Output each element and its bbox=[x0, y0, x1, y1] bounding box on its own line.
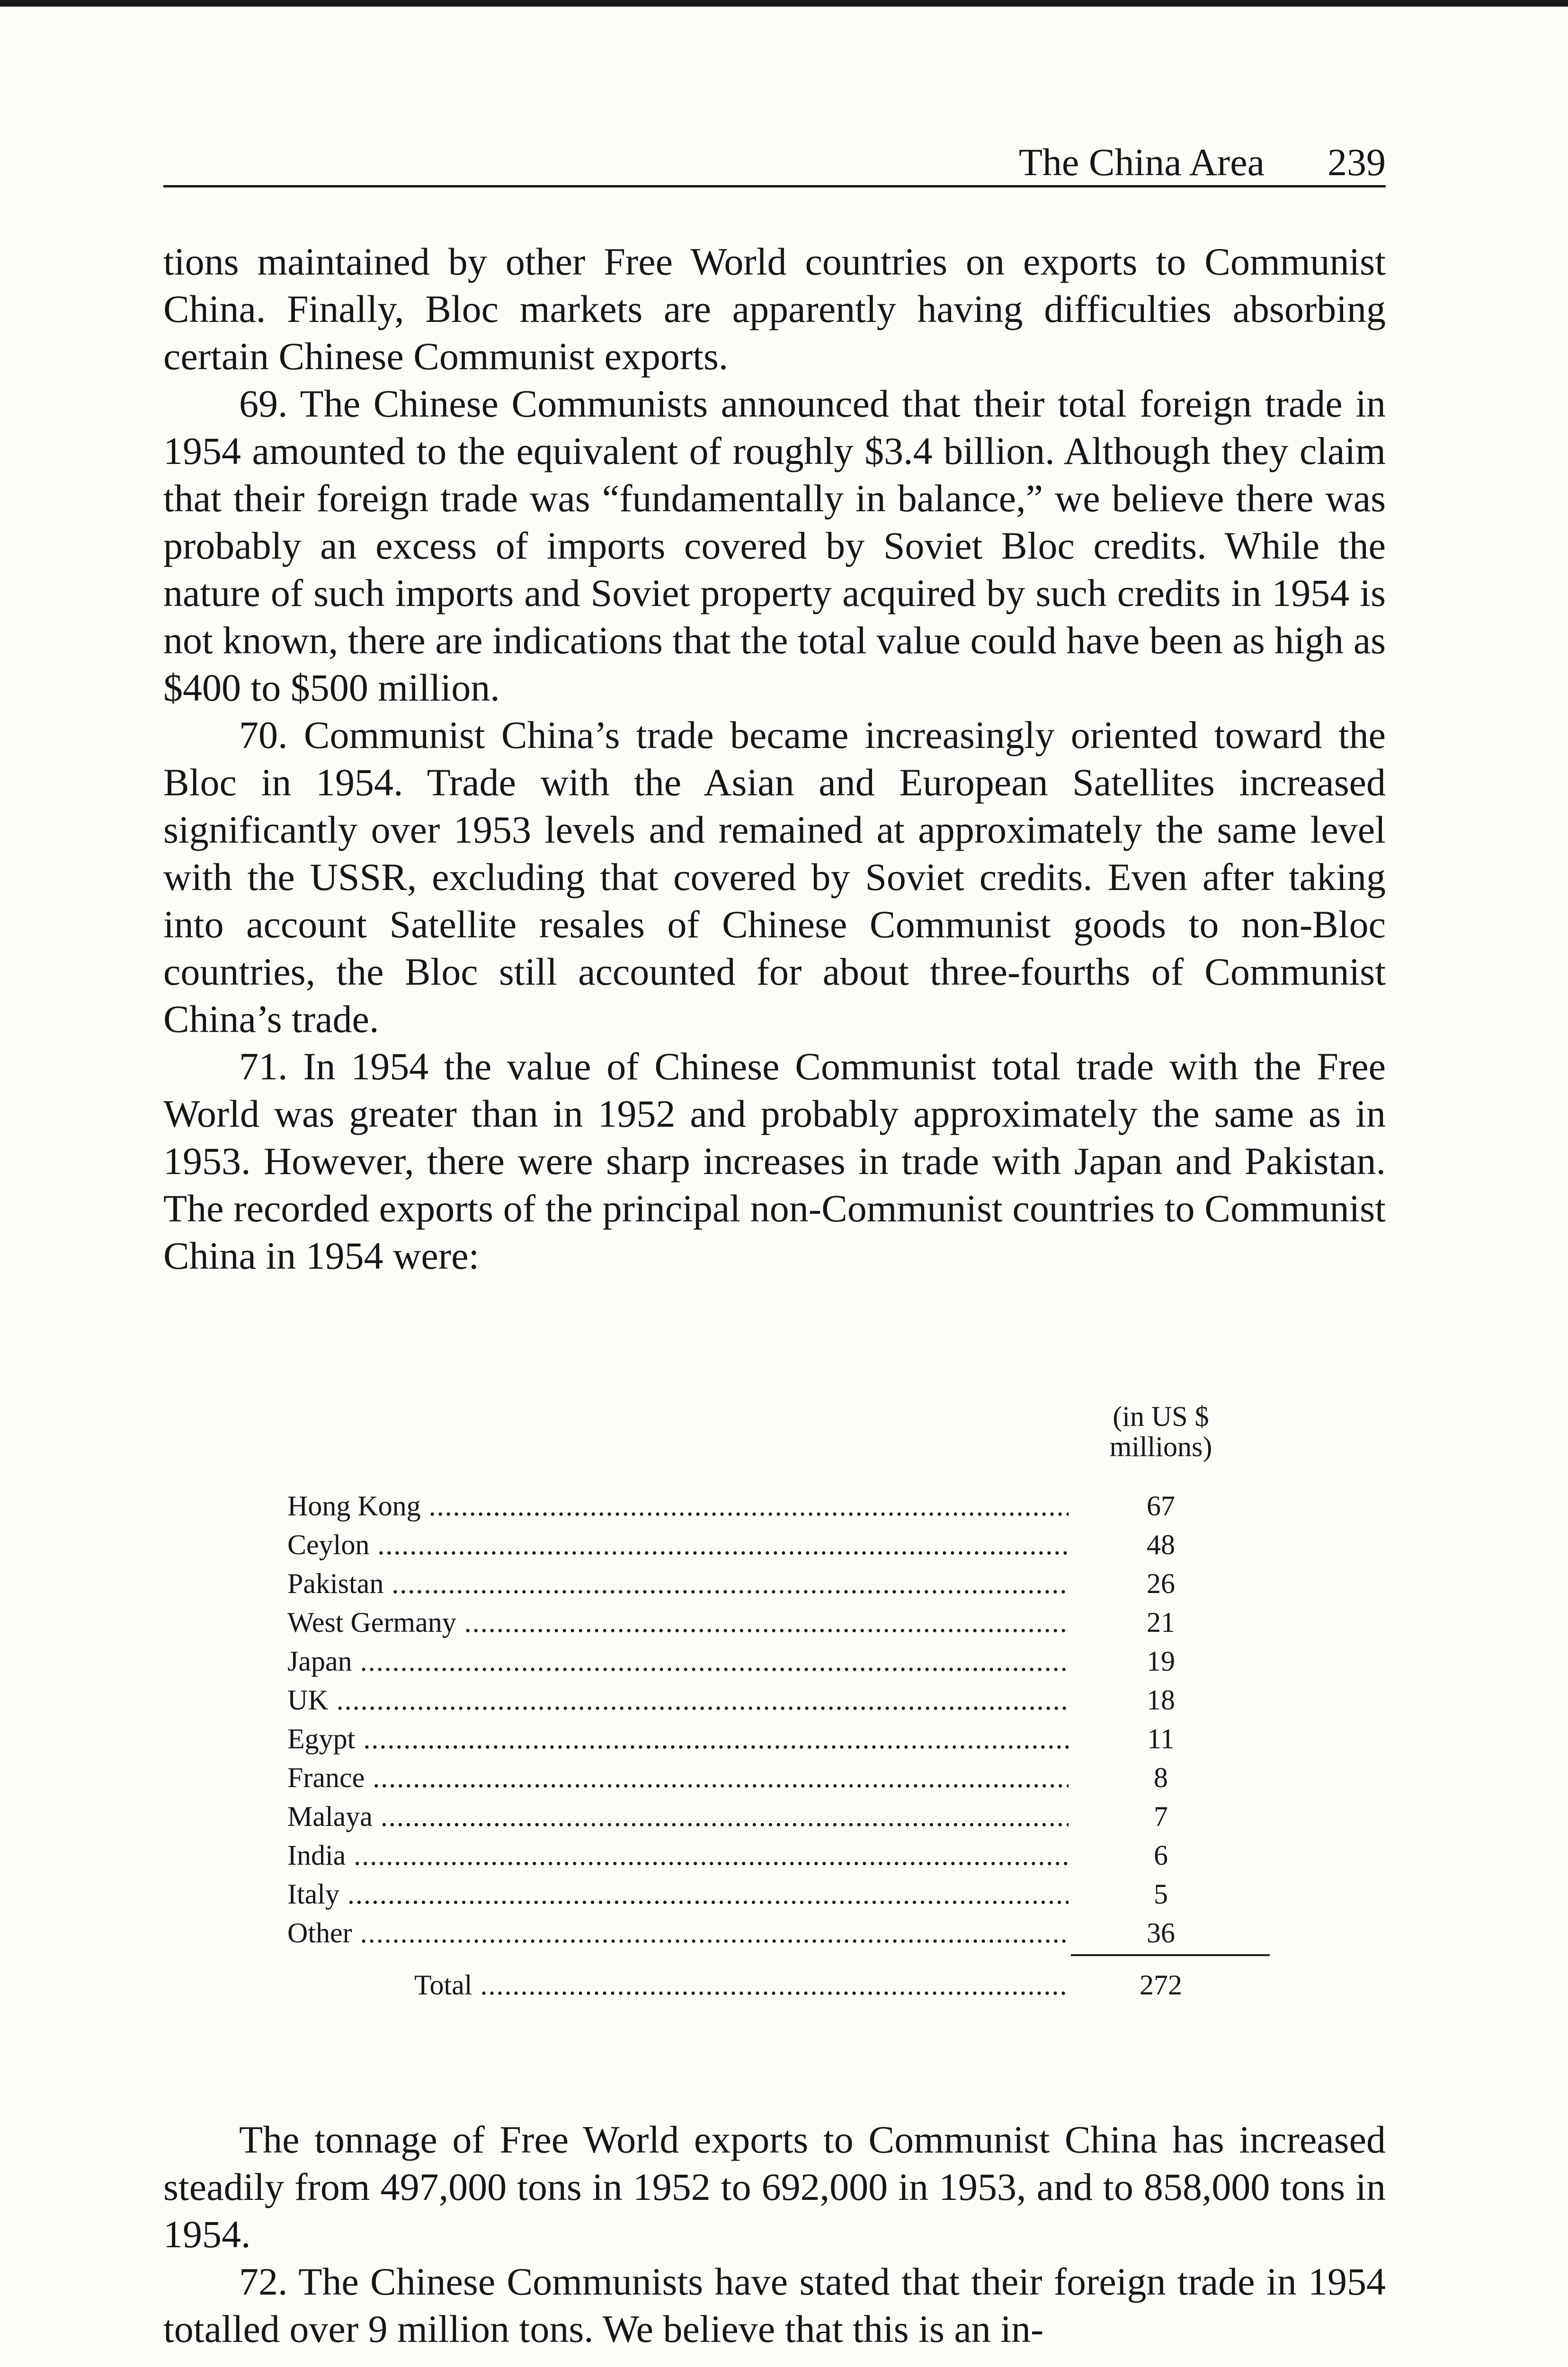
running-header bbox=[163, 138, 1386, 187]
country-name: West Germany ..... bbox=[287, 1606, 1069, 1639]
export-value: 8 bbox=[1154, 1762, 1168, 1793]
country-name: Italy ..... bbox=[287, 1878, 1069, 1911]
table-row bbox=[287, 1564, 1272, 1603]
body-text-bottom bbox=[163, 2116, 1386, 2353]
table-row bbox=[287, 1719, 1272, 1758]
paragraph-72: 72. The Chinese Communists have stated that their foreign trade in 1954 totalled over 9 million tons. We believe that this is an in- bbox=[163, 2260, 1386, 2350]
total-row bbox=[287, 1966, 1272, 2004]
country-name: Pakistan ..... bbox=[287, 1567, 1069, 1600]
body-text-top bbox=[163, 238, 1386, 1280]
country-name: Ceylon ..... bbox=[287, 1528, 1069, 1561]
export-value: 7 bbox=[1154, 1801, 1168, 1832]
country-name: Japan ..... bbox=[287, 1645, 1069, 1678]
export-value: 36 bbox=[1147, 1917, 1175, 1949]
page-number: 239 bbox=[1327, 141, 1386, 184]
paragraph-71: 71. In 1954 the value of Chinese Communist total trade with the Free World was greater than in 1952 and probably approximately the same as in 1953. However, there were sharp increases in trade with Japan and Pakistan. The recorded exports of the principal non-Communist countries to Communist China in 1954 were: bbox=[163, 1045, 1386, 1277]
paragraph-70: 70. Communist China’s trade became increasingly oriented toward the Bloc in 1954. Trade with the Asian and European Satellites increased significantly over 1953 levels and remained at approximately the same level with the USSR, excluding that covered by Soviet credits. Even after taking into account Satellite resales of Chinese Communist goods to non-Bloc countries, the Bloc still accounted for about three-fourths of Communist China’s trade. bbox=[163, 713, 1386, 1041]
export-value: 18 bbox=[1147, 1684, 1175, 1716]
unit-header bbox=[1104, 1401, 1218, 1462]
unit-header-line-2: millions) bbox=[1109, 1431, 1212, 1462]
table-rows bbox=[287, 1486, 1272, 1952]
table-row bbox=[287, 1525, 1272, 1564]
country-name: India ..... bbox=[287, 1839, 1069, 1872]
export-value: 6 bbox=[1154, 1840, 1168, 1871]
table-row bbox=[287, 1913, 1272, 1952]
total-label: Total ..... bbox=[414, 1968, 1069, 2002]
export-value: 26 bbox=[1147, 1568, 1175, 1599]
paragraph-69: 69. The Chinese Communists announced that their total foreign trade in 1954 amounted to the equivalent of roughly $3.4 billion. Although they claim that their foreign trade was “fundamentally in balance,” we believe there was probably an excess of imports covered by Soviet Bloc credits. While the nature of such imports and Soviet property acquired by such credits in 1954 is not known, there are indications that the total value could have been as high as $400 to $500 million. bbox=[163, 382, 1386, 709]
paragraph-continuation: tions maintained by other Free World countries on exports to Communist China. Finally, Bloc markets are apparently having difficulties absorbing certain Chinese Communist exports. bbox=[163, 240, 1386, 378]
table-row bbox=[287, 1486, 1272, 1525]
table-row bbox=[287, 1797, 1272, 1836]
export-value: 48 bbox=[1147, 1529, 1175, 1560]
page-top-edge bbox=[0, 0, 1568, 7]
table-row bbox=[287, 1875, 1272, 1913]
country-name: Hong Kong ..... bbox=[287, 1489, 1069, 1522]
country-name: France ..... bbox=[287, 1761, 1069, 1794]
country-name: Other ..... bbox=[287, 1916, 1069, 1949]
country-name: UK ..... bbox=[287, 1683, 1069, 1717]
paragraph-tonnage: The tonnage of Free World exports to Communist China has increased steadily from 497,000 tons in 1952 to 692,000 in 1953, and to 858,000 tons in 1954. bbox=[163, 2118, 1386, 2256]
running-title: The China Area bbox=[1018, 141, 1265, 184]
export-value: 19 bbox=[1147, 1646, 1175, 1677]
table-row bbox=[287, 1642, 1272, 1681]
table-row bbox=[287, 1603, 1272, 1642]
unit-header-line-1: (in US $ bbox=[1113, 1401, 1209, 1432]
export-value: 21 bbox=[1147, 1607, 1175, 1638]
export-value: 67 bbox=[1147, 1490, 1175, 1522]
country-name: Egypt ..... bbox=[287, 1722, 1069, 1755]
country-name: Malaya ..... bbox=[287, 1800, 1069, 1833]
table-row bbox=[287, 1681, 1272, 1719]
export-value: 11 bbox=[1147, 1723, 1175, 1754]
total-rule bbox=[1071, 1954, 1270, 1956]
table-row bbox=[287, 1836, 1272, 1875]
table-row bbox=[287, 1758, 1272, 1797]
total-value: 272 bbox=[1140, 1969, 1182, 2001]
export-value: 5 bbox=[1154, 1878, 1168, 1910]
